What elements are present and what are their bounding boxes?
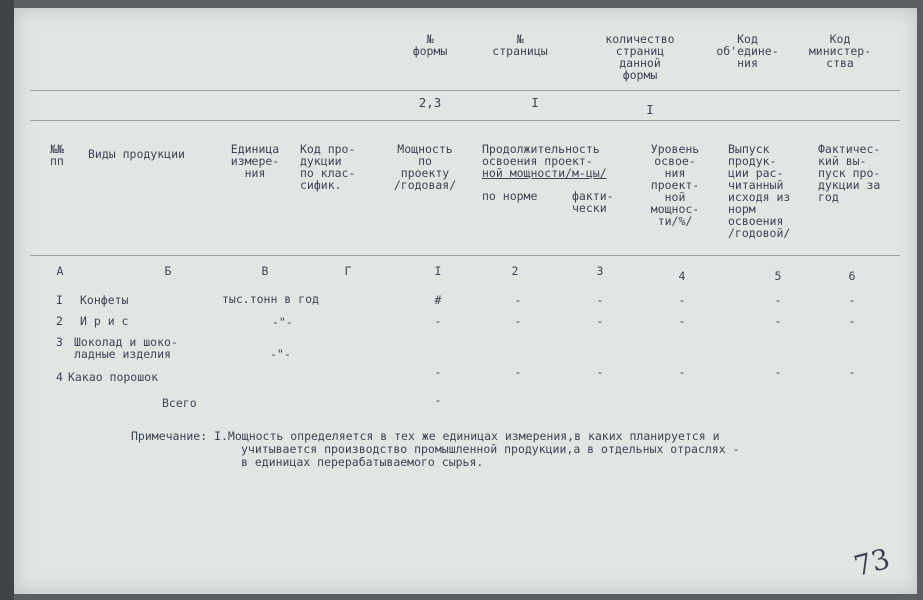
col-actual-output-label-1: Фактичес- (818, 142, 881, 156)
row-no: 2 (56, 314, 63, 328)
col-output-label-4: читанный (728, 178, 784, 192)
col-actual-output-label-2: кий вы- (818, 154, 867, 168)
unit-code-label-2: об'едине- (716, 44, 779, 58)
pages-count-value: I (646, 102, 654, 117)
col-actual-output-label-3: пуск про- (818, 166, 881, 180)
col-capacity-label-2: по (418, 154, 432, 168)
row-unit: тыс.тонн в год (222, 292, 319, 306)
col-classifier-label-4: сифик. (300, 178, 342, 192)
form-no-value: 2,3 (418, 95, 442, 110)
col-level-label-5: ной (664, 190, 686, 204)
col-classifier-label-1: Код про- (300, 142, 356, 156)
col-capacity-label-3: проекту (400, 166, 450, 180)
row-value: # (434, 293, 442, 307)
col-duration-actual-label-1: факти- (572, 189, 614, 203)
row-value: - (514, 293, 522, 307)
total-label: Всего (162, 396, 197, 410)
divider-line (30, 120, 900, 121)
page-no-value: I (531, 95, 539, 110)
scan-edge (0, 0, 14, 600)
ministry-code-label-1: Код (829, 32, 851, 46)
row-value: - (774, 365, 782, 379)
page-no-label-2: страницы (492, 44, 548, 58)
col-letter: 5 (774, 269, 782, 283)
col-letter: 2 (511, 264, 519, 278)
col-output-label-1: Выпуск (728, 142, 770, 156)
col-duration-label-2: освоения проект- (482, 154, 593, 168)
pages-count-label-1: количество (605, 32, 675, 46)
col-capacity-label-1: Мощность (397, 142, 453, 156)
note-line-2: учитывается производство промышленной продукции,а в отдельных отраслях - (241, 442, 740, 456)
page-no-label-1: № (516, 32, 524, 46)
col-output-label-7: освоения (728, 214, 784, 228)
row-name: Какао порошок (68, 370, 159, 384)
col-output-label-8: /годовой/ (728, 226, 791, 240)
col-duration-actual-label-2: чески (572, 201, 607, 215)
row-value: - (678, 293, 686, 307)
row-no: 3 (56, 335, 63, 349)
pages-count-label-2: страниц (615, 44, 665, 58)
row-value: - (514, 365, 522, 379)
row-name: И р и с (80, 314, 129, 328)
row-value: - (848, 293, 856, 307)
row-name: Конфеты (80, 293, 129, 307)
col-level-label-6: мощнос- (650, 202, 700, 216)
col-unit-label-3: ния (244, 166, 266, 180)
row-value: - (596, 293, 604, 307)
col-level-label-1: Уровень (650, 142, 700, 156)
col-letter: I (434, 264, 442, 278)
total-value: - (434, 393, 442, 407)
col-duration-label-1: Продолжительность (482, 142, 600, 156)
col-level-label-3: ния (664, 166, 686, 180)
col-no-label-1: №№ (50, 142, 64, 156)
unit-code-label-3: ния (737, 56, 758, 70)
row-value: - (678, 314, 686, 328)
handwritten-mark: 73 (850, 541, 894, 584)
col-classifier-label-2: дукции (300, 154, 342, 168)
col-letter: 4 (678, 269, 686, 283)
row-no: 4 (56, 370, 63, 384)
row-value: - (678, 365, 686, 379)
col-no-label-2: пп (50, 154, 64, 168)
col-letter: Г (344, 264, 352, 278)
col-duration-label-3: ной мощности/м-цы/ (482, 166, 607, 180)
row-value: - (596, 314, 604, 328)
row-value: - (774, 293, 782, 307)
col-actual-output-label-4: дукции за (818, 178, 881, 192)
form-no-label-1: № (426, 32, 434, 46)
divider-line (30, 90, 900, 91)
row-unit: -"- (272, 315, 293, 329)
row-no: I (56, 293, 63, 307)
col-actual-output-label-5: год (818, 190, 839, 204)
col-output-label-6: норм (728, 202, 756, 216)
col-product-label: Виды продукции (88, 147, 185, 161)
row-value: - (848, 314, 856, 328)
row-name: ладные изделия (74, 347, 171, 361)
col-unit-label-1: Единица (230, 142, 280, 156)
row-name: Шоколад и шоко- (74, 335, 178, 349)
ministry-code-label-3: ства (826, 56, 854, 70)
col-letter: В (261, 264, 269, 278)
note-line-1: Примечание: I.Мощность определяется в тех же единицах измерения,в каких планируется и (131, 429, 720, 443)
pages-count-label-3: данной (619, 56, 661, 70)
col-output-label-2: продук- (728, 154, 777, 168)
col-output-label-5: исходя из (728, 190, 791, 204)
col-capacity-label-4: /годовая/ (393, 178, 457, 192)
col-letter: Б (164, 264, 172, 278)
pages-count-label-4: формы (622, 68, 658, 82)
col-letter: 6 (848, 269, 856, 283)
divider-line (30, 255, 900, 256)
col-classifier-label-3: по клас- (300, 166, 356, 180)
ministry-code-label-2: министер- (808, 44, 872, 58)
col-duration-norm-label: по норме (482, 189, 538, 203)
unit-code-label-1: Код (737, 32, 758, 46)
col-output-label-3: ции рас- (728, 166, 784, 180)
row-value: - (848, 365, 856, 379)
col-letter: А (56, 264, 64, 278)
row-unit: -"- (270, 347, 291, 361)
row-value: - (434, 314, 442, 328)
form-no-label-2: формы (412, 44, 448, 58)
col-level-label-7: ти/%/ (657, 214, 693, 228)
row-value: - (514, 314, 522, 328)
note-line-3: в единицах перерабатываемого сырья. (241, 455, 484, 469)
col-unit-label-2: измере- (230, 154, 280, 168)
col-letter: 3 (596, 264, 604, 278)
row-value: - (774, 314, 782, 328)
col-level-label-2: освое- (654, 154, 696, 168)
row-value: - (434, 365, 442, 379)
col-level-label-4: проект- (650, 178, 700, 192)
row-value: - (596, 365, 604, 379)
